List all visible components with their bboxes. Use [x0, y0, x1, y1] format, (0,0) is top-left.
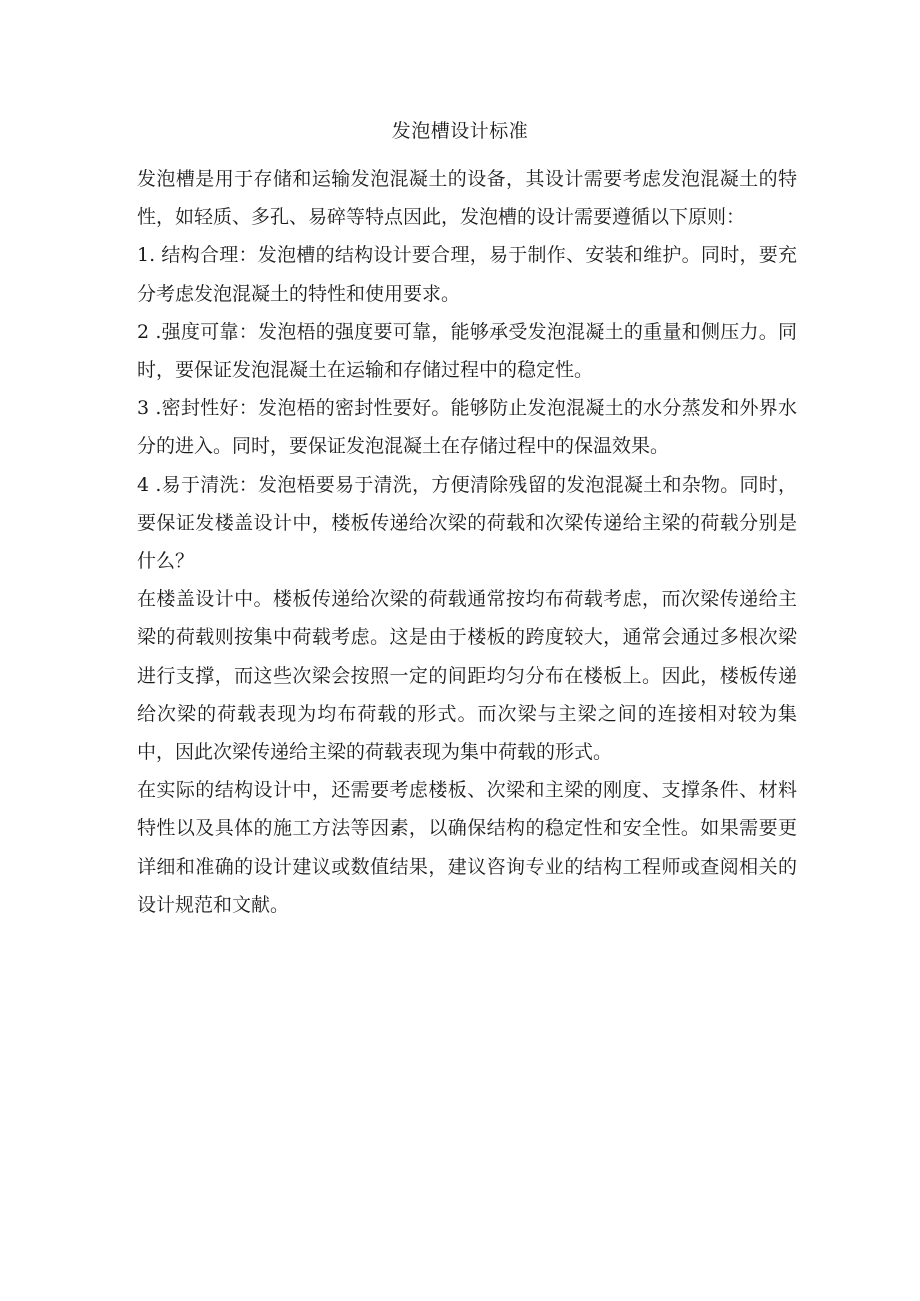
paragraph-item-1: 1. 结构合理：发泡槽的结构设计要合理，易于制作、安装和维护。同时，要充分考虑发泡混凝土的特性和使用要求。: [137, 244, 797, 305]
paragraph-item-3: 3 .密封性好：发泡梧的密封性要好。能够防止发泡混凝土的水分蒸发和外界水分的进入。同时，要保证发泡混凝土在存储过程中的保温效果。: [137, 397, 797, 458]
paragraph-intro: 发泡槽是用于存储和运输发泡混凝土的设备，其设计需要考虑发泡混凝土的特性，如轻质、多孔、易碎等特点因此，发泡槽的设计需要遵循以下原则：: [137, 168, 797, 229]
paragraph-conclusion: 在实际的结构设计中，还需要考虑楼板、次梁和主梁的刚度、支撑条件、材料特性以及具体的施工方法等因素，以确保结构的稳定性和安全性。如果需要更详细和准确的设计建议或数值结果，建议咨询专业的结构工程师或查阅相关的设计规范和文献。: [137, 779, 797, 916]
paragraph-item-2: 2 .强度可靠：发泡梧的强度要可靠，能够承受发泡混凝土的重量和侧压力。同时，要保证发泡混凝土在运输和存储过程中的稳定性。: [137, 320, 797, 382]
document-title: 发泡槽设计标准: [391, 120, 529, 142]
document-body: [137, 160, 797, 924]
paragraph-item-4: 4 .易于清洗：发泡梧要易于清洗，方便清除残留的发泡混凝土和杂物。同时，要保证发楼盖设计中，楼板传递给次梁的荷载和次梁传递给主梁的荷载分别是什么？: [137, 473, 797, 573]
paragraph-floor-design: 在楼盖设计中。楼板传递给次梁的荷载通常按均布荷载考虑，而次梁传递给主梁的荷载则按集中荷载考虑。这是由于楼板的跨度较大，通常会通过多根次梁进行支撑，而这些次梁会按照一定的间距均匀分布在楼板上。因此，楼板传递给次梁的荷载表现为均布荷载的形式。而次梁与主梁之间的连接相对较为集中，因此次梁传递给主梁的荷载表现为集中荷载的形式。: [137, 588, 797, 764]
